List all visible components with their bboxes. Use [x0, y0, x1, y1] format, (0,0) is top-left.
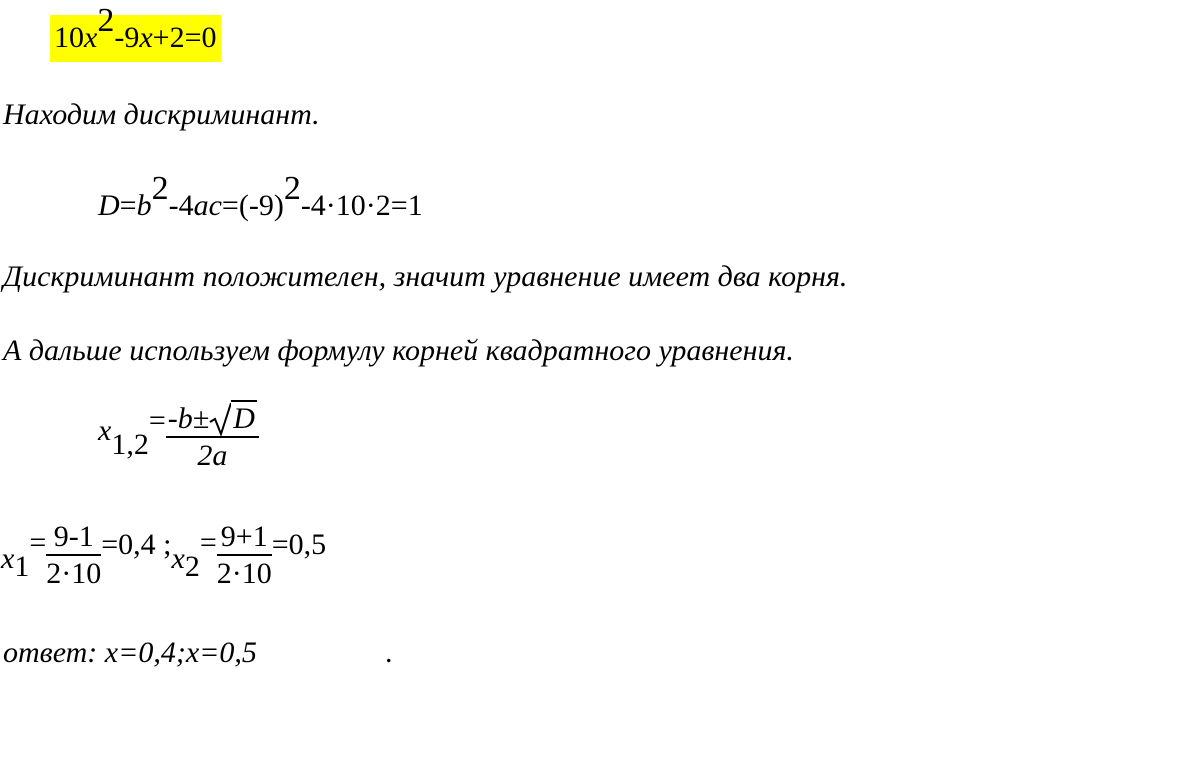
step-find-discriminant: Находим дискриминант. [3, 98, 320, 131]
root-formula-fraction: -b± D 2a [166, 404, 259, 471]
root-formula: x1,2= -b± D 2a [98, 408, 259, 475]
sqrt-symbol: D [209, 404, 257, 434]
given-equation: 10x2-9x+2=0 [50, 20, 221, 54]
answer: ответ: x=0,4;x=0,5 [3, 636, 257, 669]
discriminant-formula: D=b2-4ac=(-9)2-4·10·2=1 [98, 170, 423, 222]
x1-fraction: $\frac{9-1}{2\cdot 10}$ [46, 520, 102, 590]
answer-trailing-dot: . [385, 636, 393, 669]
roots-computation: x1= $\frac{9-1}{2\cdot 10}$ =0,4 ;x2= $\frac{9+1}{2\cdot 10}$ =0,5 [1, 520, 327, 590]
step-discriminant-positive: Дискриминант положителен, значит уравнение имеет два корня. [3, 260, 848, 293]
x2-fraction: $\frac{9+1}{2\cdot 10}$ [216, 520, 272, 590]
step-use-root-formula: А дальше используем формулу корней квадратного уравнения. [3, 334, 794, 367]
